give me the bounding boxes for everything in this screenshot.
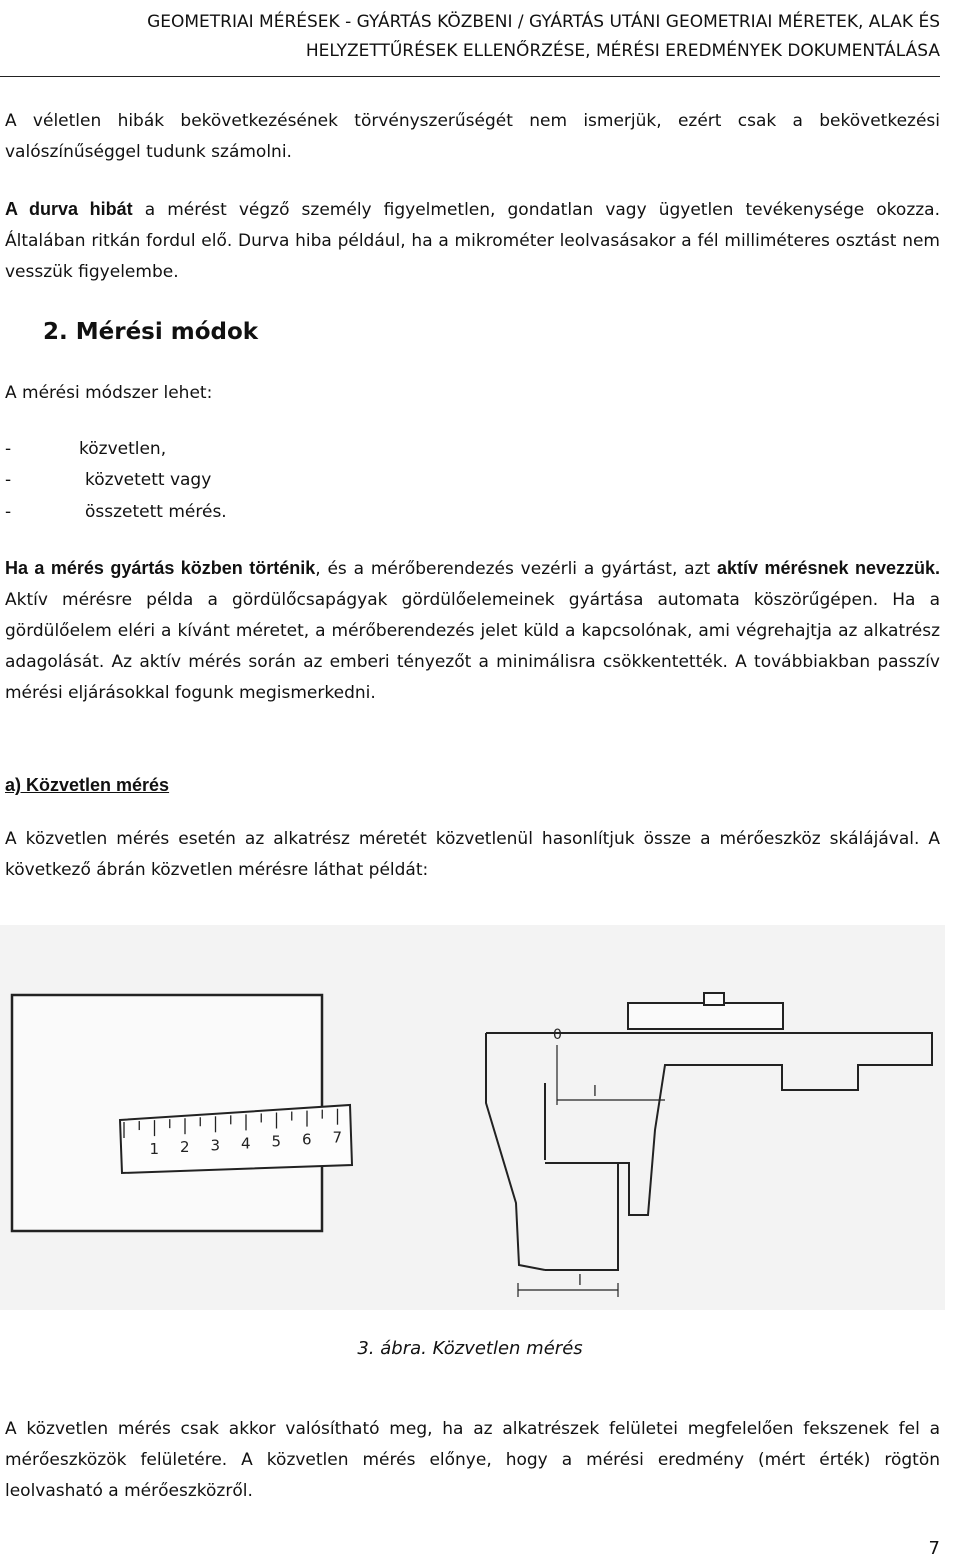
paragraph-direct-intro: A közvetlen mérés esetén az alkatrész méretét közvetlenül hasonlítjuk össze a mérőeszköz skálájával. A következő ábrán közvetlen mérésre láthat példát: (5, 829, 940, 880)
figure-caption: 3. ábra. Közvetlen mérés (357, 1338, 583, 1359)
caliper-zero-label: 0 (553, 1027, 562, 1043)
page-number: 7 (928, 1538, 940, 1559)
running-header (0, 8, 940, 66)
ruler-tick-label: 1 (149, 1140, 160, 1159)
ruler-tick-label: 4 (241, 1134, 251, 1153)
ruler-tick-label: 6 (302, 1130, 312, 1149)
list-text: összetett mérés. (85, 502, 227, 522)
paragraph-active-measurement (5, 553, 940, 709)
list-dash: - (5, 470, 12, 490)
list-text: közvetett vagy (85, 470, 212, 490)
active-term-2: aktív mérésnek nevezzük. (717, 558, 940, 578)
list-item (5, 433, 166, 465)
ruler-tick-label: 5 (271, 1132, 282, 1151)
list-text: közvetlen, (79, 439, 167, 459)
caliper-dimension-label: l (593, 1084, 597, 1100)
list-item (5, 496, 227, 528)
header-line-1: GEOMETRIAI MÉRÉSEK - GYÁRTÁS KÖZBENI / GYÁRTÁS UTÁNI GEOMETRIAI MÉRETEK, ALAK ÉS (147, 12, 940, 32)
methods-intro: A mérési módszer lehet: (5, 383, 213, 403)
part-dimension-label: l (578, 1273, 582, 1289)
active-text-2: Aktív mérésre példa a gördülőcsapágyak gördülőelemeinek gyártása automata köszörűgépen. Ha a gördülőelem eléri a kívánt méretet, a mérőberendezés jelet küld a kapcsolónak, ami végrehajtja az alkatrész adagolását. Az aktív mérés során az emberi tényezőt a minimálisra csökkentették. A továbbiakban passzív mérési eljárásokkal fogunk megismerkedni. (5, 590, 940, 703)
active-term-1: Ha a mérés gyártás közben történik (5, 558, 316, 578)
list-item (5, 464, 211, 496)
list-dash: - (5, 502, 12, 522)
list-dash: - (5, 439, 12, 459)
gross-error-term: A durva hibát (5, 199, 133, 219)
ruler-tick-label: 7 (332, 1128, 343, 1147)
paragraph-gross-errors (5, 194, 940, 288)
active-text-1: , és a mérőberendezés vezérli a gyártást, azt (315, 559, 718, 579)
subheading-direct: a) Közvetlen mérés (5, 775, 170, 795)
ruler-tick-label: 3 (210, 1136, 221, 1155)
direct-measurement-figure (0, 925, 945, 1310)
ruler-tick-label: 2 (180, 1138, 190, 1157)
gross-error-text: a mérést végző személy figyelmetlen, gondatlan vagy ügyetlen tevékenysége okozza. Általában ritkán fordul elő. Durva hiba például, ha a mikrométer leolvasásakor a fél milliméteres osztást nem vesszük figyelembe. (5, 200, 940, 282)
section-heading: 2. Mérési módok (43, 319, 259, 345)
header-line-2: HELYZETTŰRÉSEK ELLENŐRZÉSE, MÉRÉSI EREDMÉNYEK DOKUMENTÁLÁSA (305, 41, 940, 61)
header-rule (0, 76, 940, 77)
paragraph-direct-conditions: A közvetlen mérés csak akkor valósítható meg, ha az alkatrészek felületei megfelelően fekszenek fel a mérőeszközök felületére. A közvetlen mérés előnye, hogy a mérési eredmény (mért érték) rögtön leolvasható a mérőeszközről. (5, 1419, 940, 1501)
paragraph-random-errors: A véletlen hibák bekövetkezésének törvényszerűségét nem ismerjük, ezért csak a bekövetkezési valószínűséggel tudunk számolni. (5, 111, 940, 162)
